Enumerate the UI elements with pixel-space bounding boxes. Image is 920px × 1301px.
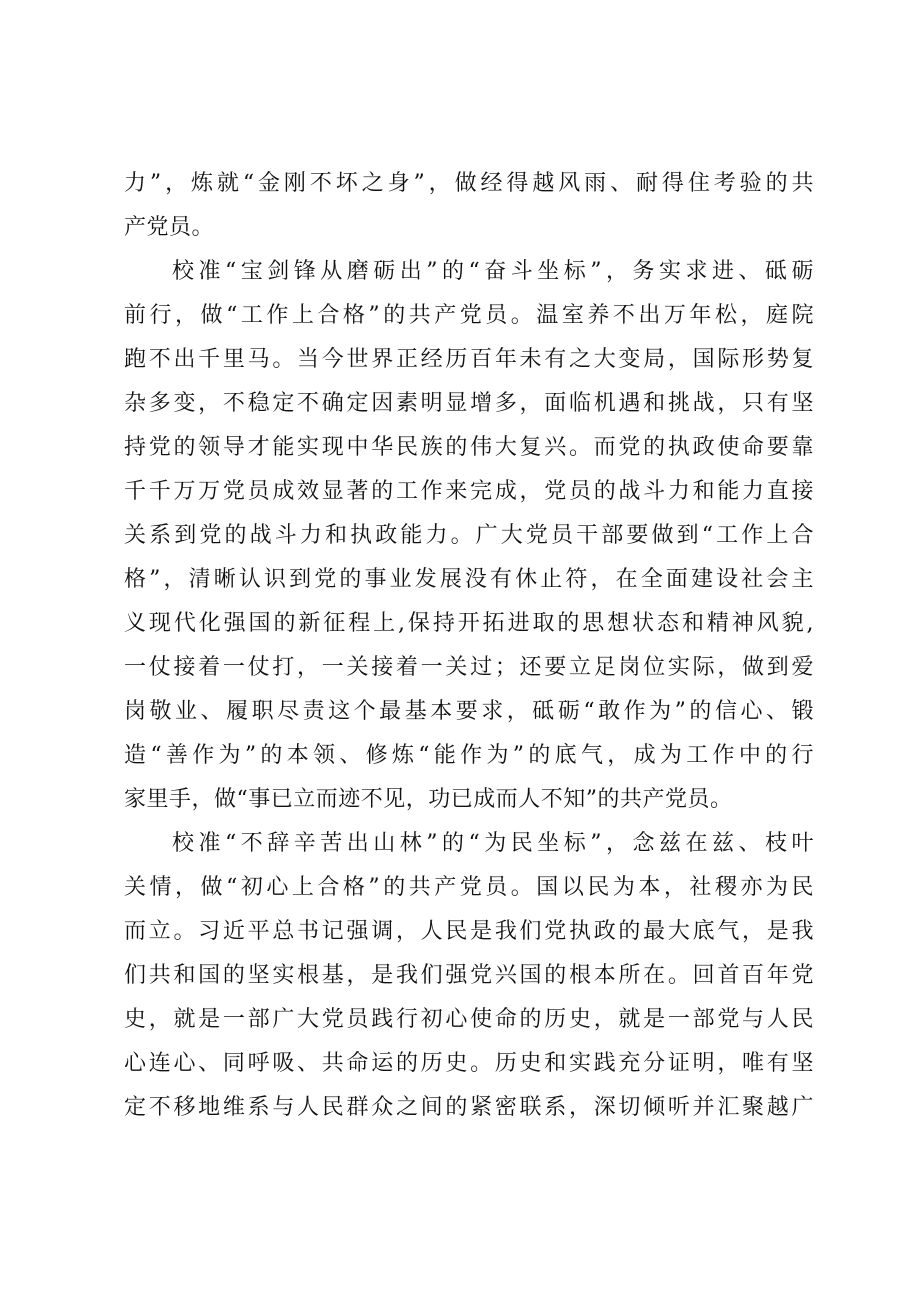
- text-line: 岗敬业、履职尽责这个最基本要求，砥砺“敢作为”的信心、锻: [124, 699, 814, 724]
- text-line: 持党的领导才能实现中华民族的伟大复兴。而党的执政使命要靠: [124, 435, 814, 460]
- text-line: 前行，做“工作上合格”的共产党员。温室养不出万年松，庭院: [124, 303, 814, 328]
- text-line: 关系到党的战斗力和执政能力。广大党员干部要做到“工作上合: [124, 523, 814, 548]
- paragraph-first-line: 校准“宝剑锋从磨砺出”的“奋斗坐标”，务实求进、砥砺: [172, 259, 814, 284]
- text-line: 义现代化强国的新征程上,保持开拓进取的思想状态和精神风貌,: [124, 611, 814, 636]
- text-line: 一仗接着一仗打，一关接着一关过；还要立足岗位实际，做到爱: [124, 655, 814, 680]
- text-line: 家里手，做“事已立而迹不见，功已成而人不知”的共产党员。: [124, 787, 733, 812]
- text-line: 史，就是一部广大党员践行初心使命的历史，就是一部党与人民: [124, 1007, 814, 1032]
- text-line: 格”，清晰认识到党的事业发展没有休止符，在全面建设社会主: [124, 567, 814, 592]
- text-line: 千千万万党员成效显著的工作来完成，党员的战斗力和能力直接: [124, 479, 814, 504]
- text-line: 杂多变，不稳定不确定因素明显增多，面临机遇和挑战，只有坚: [124, 391, 814, 416]
- text-line: 定不移地维系与人民群众之间的紧密联系，深切倾听并汇聚越广: [124, 1095, 814, 1120]
- text-line: 心连心、同呼吸、共命运的历史。历史和实践充分证明，唯有坚: [124, 1051, 814, 1076]
- text-line: 关情，做“初心上合格”的共产党员。国以民为本，社稷亦为民: [124, 875, 814, 900]
- text-line: 跑不出千里马。当今世界正经历百年未有之大变局，国际形势复: [124, 347, 814, 372]
- text-line: 而立。习近平总书记强调，人民是我们党执政的最大底气，是我: [124, 919, 814, 944]
- text-line: 造“善作为”的本领、修炼“能作为”的底气，成为工作中的行: [124, 743, 814, 768]
- paragraph-first-line: 校准“不辞辛苦出山林”的“为民坐标”，念兹在兹、枝叶: [172, 831, 814, 856]
- text-line: 们共和国的坚实根基，是我们强党兴国的根本所在。回首百年党: [124, 963, 814, 988]
- text-line: 力”，炼就“金刚不坏之身”，做经得越风雨、耐得住考验的共: [124, 171, 814, 196]
- text-line: 产党员。: [124, 215, 215, 240]
